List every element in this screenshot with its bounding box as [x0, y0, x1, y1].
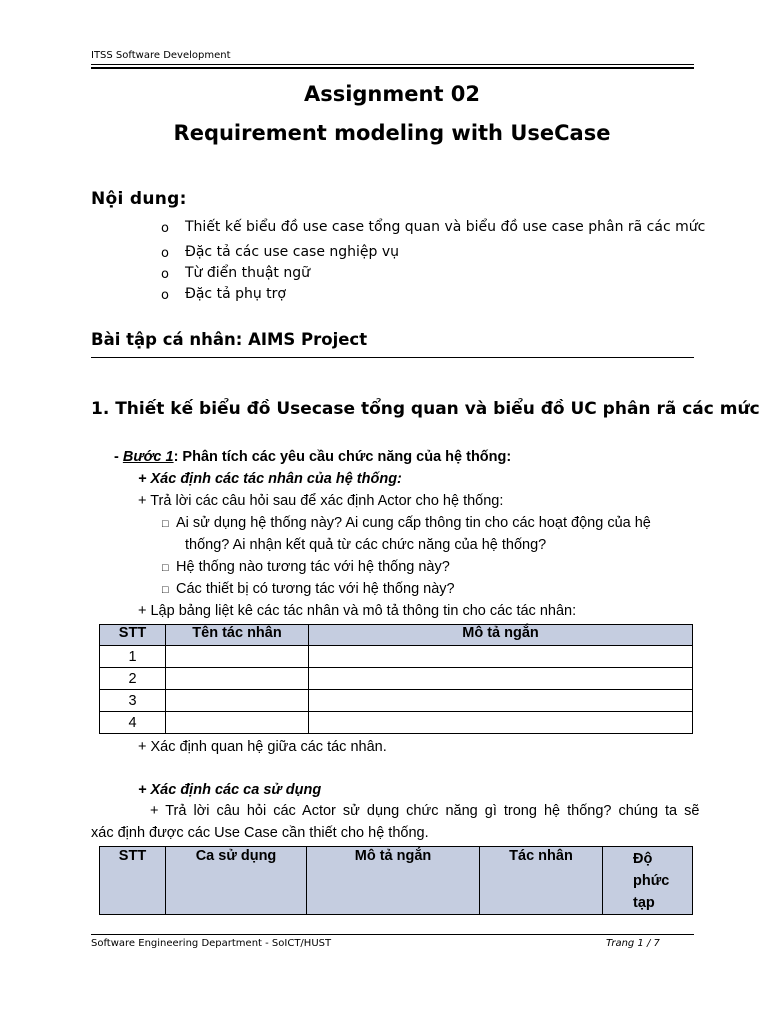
- header-rule-thick: [91, 67, 694, 69]
- page-number: Trang 1 / 7: [606, 938, 660, 949]
- bullet-marker: o: [161, 246, 169, 261]
- header-rule: [91, 64, 694, 65]
- question-1-line-2: thống? Ai nhận kết quả từ các chức năng của hệ thống?: [185, 537, 547, 553]
- content-item-1: Thiết kế biểu đồ use case tổng quan và biểu đồ use case phân rã các mức: [185, 219, 706, 235]
- table-row: [100, 712, 693, 734]
- section-1-heading: 1. Thiết kế biểu đồ Usecase tổng quan và biểu đồ UC phân rã các mức: [91, 399, 760, 419]
- individual-heading-rule: [91, 357, 694, 358]
- table-row: [100, 668, 693, 690]
- content-item-3: Từ điển thuật ngữ: [185, 265, 310, 281]
- actor-table: [99, 624, 693, 734]
- col-header-actor-name: Tên tác nhân: [166, 625, 309, 646]
- table-row: [100, 690, 693, 712]
- question-1-line-1: [162, 515, 651, 531]
- row-number: 3: [100, 690, 166, 712]
- question-3: [162, 581, 455, 597]
- page-header: ITSS Software Development: [91, 50, 231, 61]
- table-row: [100, 646, 693, 668]
- step-1-line: [114, 449, 511, 465]
- question-2: [162, 559, 450, 575]
- content-item-4: Đặc tả phụ trợ: [185, 286, 286, 302]
- complexity-line-2: phức: [633, 873, 670, 889]
- step-1-label: Bước 1: [122, 449, 174, 465]
- usecase-table-header: [100, 847, 693, 915]
- question-3-text: Các thiết bị có tương tác với hệ thống này?: [176, 581, 455, 597]
- row-number: 4: [100, 712, 166, 734]
- usecase-heading: + Xác định các ca sử dụng: [138, 782, 322, 798]
- title-line-2: Requirement modeling with UseCase: [173, 121, 611, 145]
- bullet-marker: o: [161, 288, 169, 303]
- col-header-description: Mô tả ngắn: [309, 625, 693, 646]
- col-header-complexity: [603, 847, 693, 915]
- complexity-line-3: tạp: [633, 895, 655, 911]
- actor-relation-line: + Xác định quan hệ giữa các tác nhân.: [138, 739, 387, 755]
- col-header-description: Mô tả ngắn: [307, 847, 480, 915]
- question-1-text: Ai sử dụng hệ thống này? Ai cung cấp thông tin cho các hoạt động của hệ: [176, 515, 651, 531]
- footer-rule: [91, 934, 694, 935]
- usecase-para-line-1: + Trả lời câu hỏi các Actor sử dụng chức năng gì trong hệ thống? chúng ta sẽ: [150, 803, 700, 819]
- col-header-usecase: Ca sử dụng: [166, 847, 307, 915]
- row-number: 1: [100, 646, 166, 668]
- col-header-actor: Tác nhân: [480, 847, 603, 915]
- content-item-2: Đặc tả các use case nghiệp vụ: [185, 244, 400, 260]
- question-2-text: Hệ thống nào tương tác với hệ thống này?: [176, 559, 450, 575]
- usecase-para-line-2: xác định được các Use Case cần thiết cho hệ thống.: [91, 825, 429, 841]
- step-1-prefix: -: [114, 449, 123, 465]
- actors-heading: + Xác định các tác nhân của hệ thống:: [138, 471, 402, 487]
- checkbox-icon: □: [162, 584, 169, 596]
- list-actors-line: + Lập bảng liệt kê các tác nhân và mô tả thông tin cho các tác nhân:: [138, 603, 577, 619]
- col-header-stt: STT: [100, 625, 166, 646]
- checkbox-icon: □: [162, 518, 169, 530]
- content-heading: Nội dung:: [91, 189, 187, 209]
- answer-intro: + Trả lời các câu hỏi sau để xác định Actor cho hệ thống:: [138, 493, 504, 509]
- bullet-marker: o: [161, 221, 169, 236]
- usecase-table: [99, 846, 693, 915]
- step-1-text: : Phân tích các yêu cầu chức năng của hệ thống:: [173, 449, 512, 465]
- complexity-line-1: Độ: [633, 851, 653, 867]
- individual-heading: Bài tập cá nhân: AIMS Project: [91, 330, 368, 349]
- row-number: 2: [100, 668, 166, 690]
- actor-table-header: [100, 625, 693, 646]
- footer-department: Software Engineering Department - SoICT/HUST: [91, 938, 332, 949]
- title-line-1: Assignment 02: [303, 82, 481, 106]
- bullet-marker: o: [161, 267, 169, 282]
- checkbox-icon: □: [162, 562, 169, 574]
- col-header-stt: STT: [100, 847, 166, 915]
